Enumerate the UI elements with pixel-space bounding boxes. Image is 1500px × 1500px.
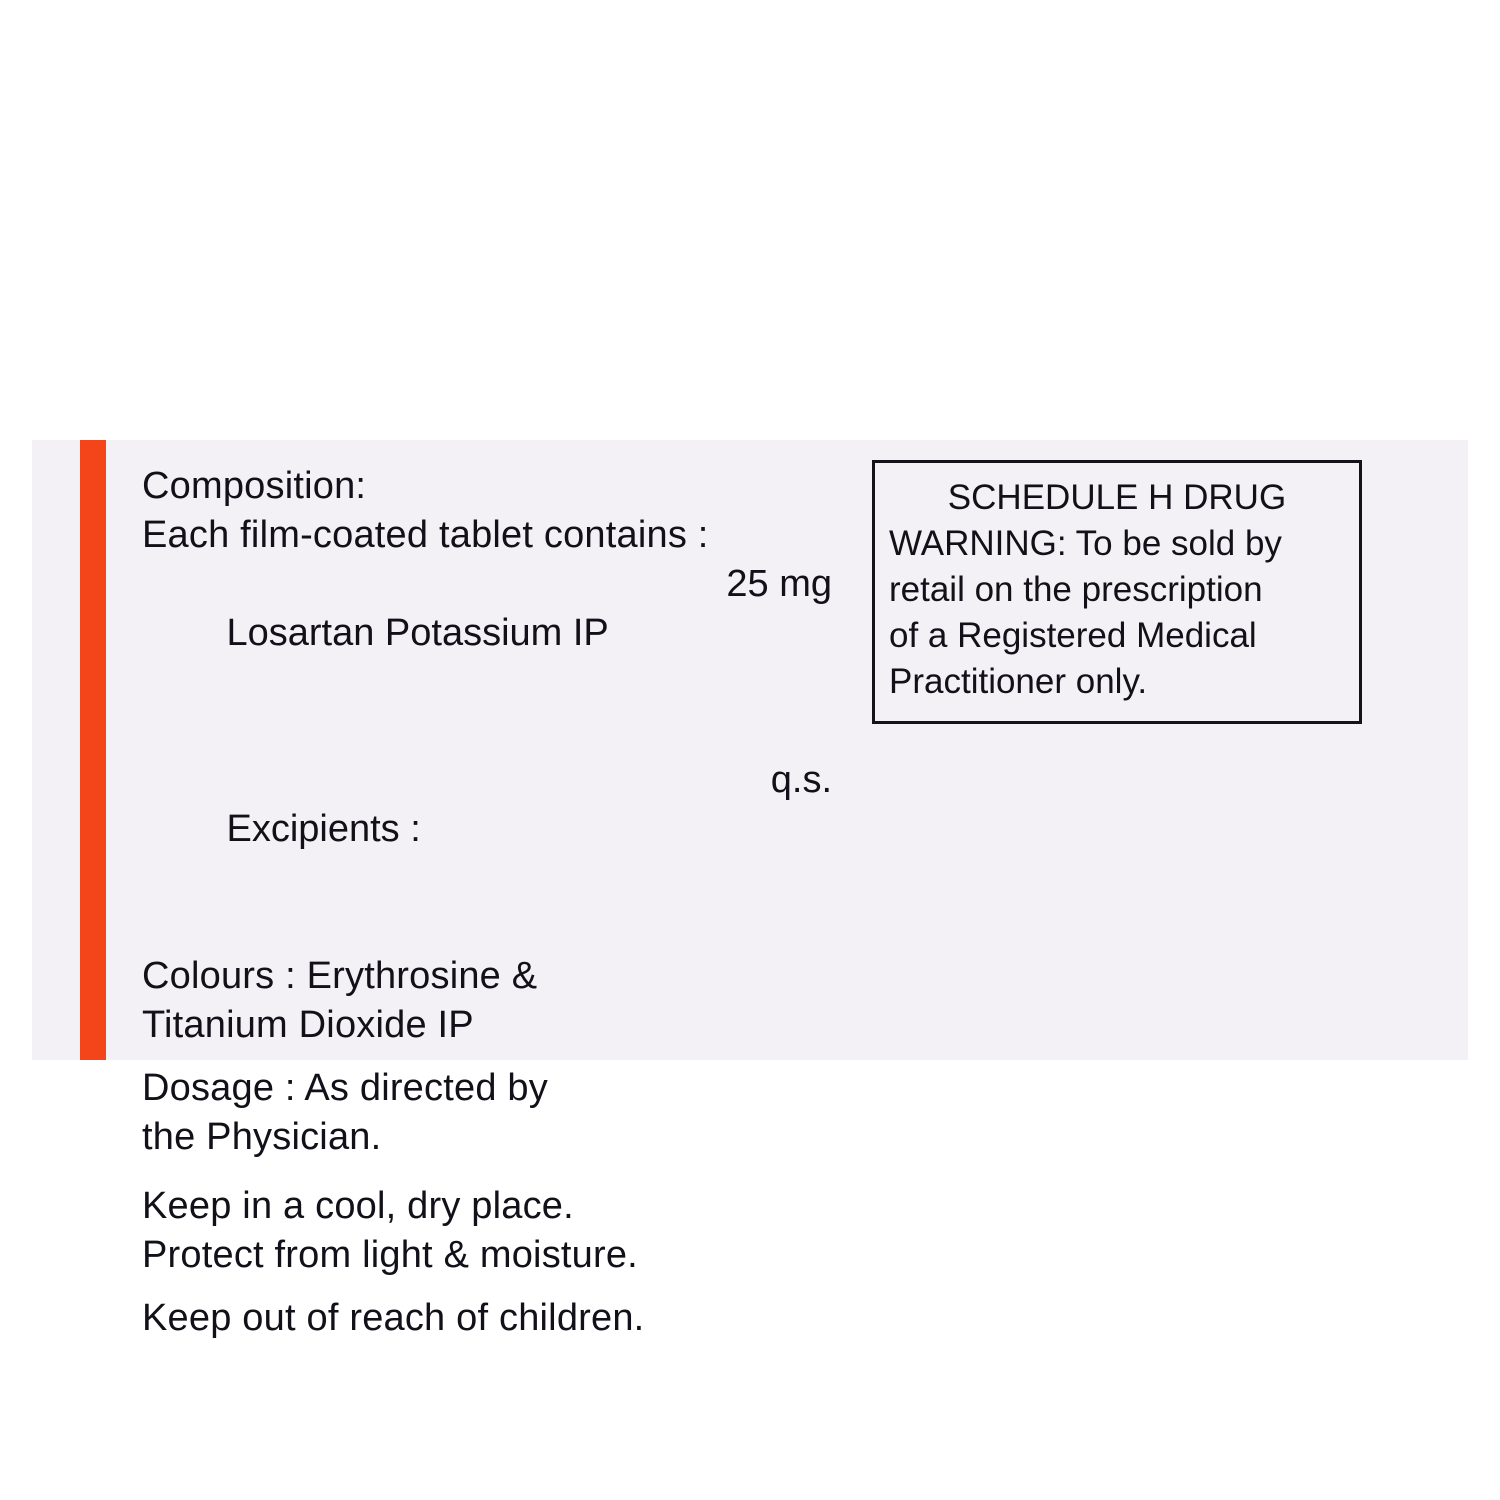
schedule-h-warning-box bbox=[872, 460, 1362, 724]
carton-back-panel bbox=[32, 440, 1468, 1339]
safety-line-1: Keep out of reach of children. bbox=[142, 1297, 645, 1339]
dosage-line-1: Dosage : As directed by bbox=[142, 1067, 548, 1109]
storage-line-2: Protect from light & moisture. bbox=[142, 1234, 638, 1276]
composition-heading: Composition: bbox=[142, 465, 367, 507]
storage-line-1: Keep in a cool, dry place. bbox=[142, 1185, 574, 1227]
ingredient-name: Losartan Potassium IP bbox=[226, 612, 609, 654]
warning-line-2: WARNING: To be sold by bbox=[889, 524, 1282, 563]
dosage-line-2: the Physician. bbox=[142, 1116, 382, 1158]
warning-line-5: Practitioner only. bbox=[889, 662, 1148, 701]
panel-content bbox=[32, 440, 1468, 1339]
warning-line-3: retail on the prescription bbox=[889, 570, 1263, 609]
colours-line-2: Titanium Dioxide IP bbox=[142, 1004, 474, 1046]
ingredient-amount: q.s. bbox=[770, 759, 832, 801]
warning-line-4: of a Registered Medical bbox=[889, 616, 1257, 655]
ingredient-amount: 25 mg bbox=[726, 563, 832, 605]
colours-line-1: Colours : Erythrosine & bbox=[142, 955, 538, 997]
ingredient-row-losartan bbox=[142, 560, 842, 756]
warning-line-1: SCHEDULE H DRUG bbox=[947, 478, 1287, 517]
ingredient-row-excipients bbox=[142, 756, 842, 952]
composition-subheading: Each film-coated tablet contains : bbox=[142, 514, 709, 556]
composition-block bbox=[142, 462, 842, 1343]
ingredient-name: Excipients : bbox=[226, 808, 421, 850]
